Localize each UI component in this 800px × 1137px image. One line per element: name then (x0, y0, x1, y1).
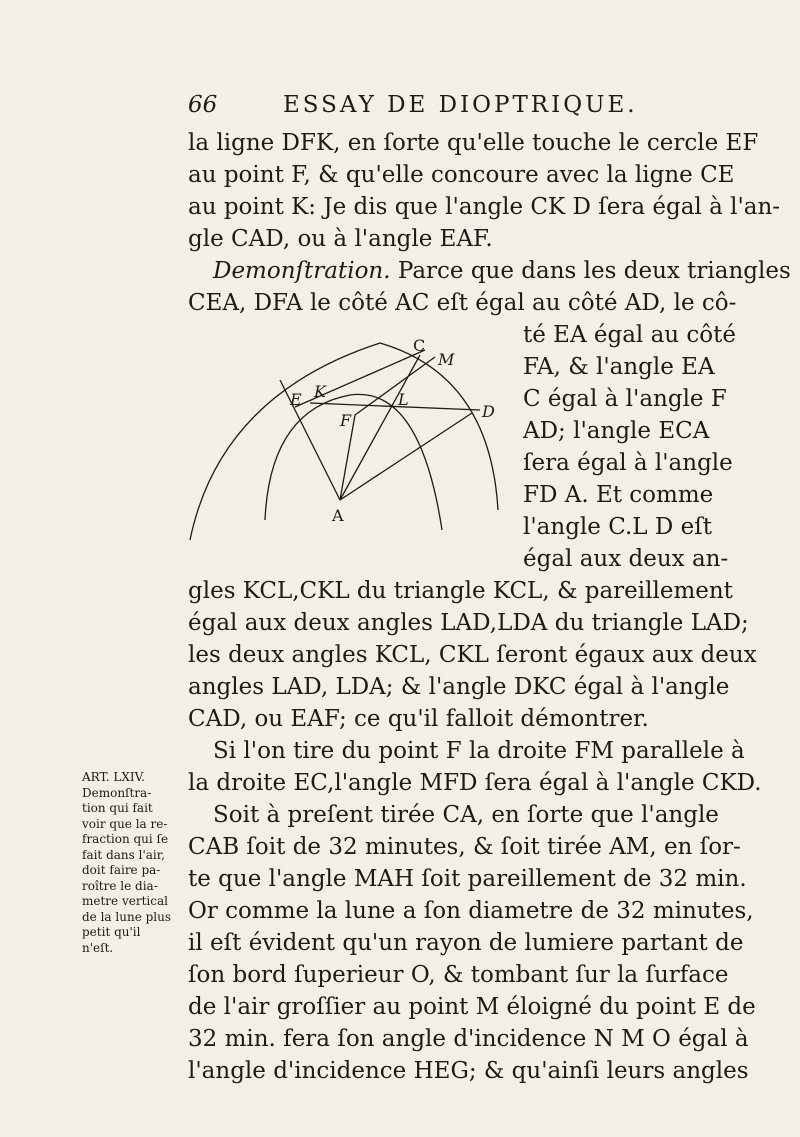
text-line: CEA, DFA le côté AC eſt égal au côté AD, le cô- (188, 290, 737, 316)
margin-note-line: fait dans l'air, (82, 847, 165, 862)
text-line: ſera égal à l'angle (523, 450, 733, 476)
label-a: A (332, 506, 344, 525)
text-line: égal aux deux angles LAD,LDA du triangle LAD; (188, 610, 749, 636)
demonstration-line (213, 256, 791, 286)
text-line: il eſt évident qu'un rayon de lumiere partant de (188, 930, 744, 956)
label-d: D (482, 402, 495, 421)
text-line: Si l'on tire du point F la droite FM parallele à (213, 738, 745, 764)
margin-note-line: doit faire pa- (82, 863, 161, 877)
text-line: égal aux deux an- (523, 546, 729, 572)
page-number: 66 (188, 92, 218, 118)
margin-note-line: tion qui fait (82, 801, 153, 815)
text-line: CAD, ou EAF; ce qu'il falloit démontrer. (188, 706, 649, 732)
text-line: gle CAD, ou à l'angle EAF. (188, 226, 493, 252)
demonstration-text: Parce que dans les deux triangles (390, 258, 791, 284)
margin-note-line: metre vertical (82, 894, 168, 908)
text-line: FA, & l'angle EA (523, 354, 715, 380)
text-line: C égal à l'angle F (523, 386, 727, 412)
text-line: té EA égal au côté (523, 322, 737, 348)
text-line: la ligne DFK, en ſorte qu'elle touche le cercle EF (188, 130, 759, 156)
text-line: l'angle d'incidence HEG; & qu'ainſi leurs angles (188, 1058, 749, 1084)
text-line: la droite EC,l'angle MFD ſera égal à l'angle CKD. (188, 770, 762, 796)
margin-note-line: voir que la re- (82, 816, 168, 831)
text-line: de l'air groſſier au point M éloigné du point E de (188, 994, 756, 1020)
margin-note-line: petit qu'il (82, 925, 141, 939)
text-line: au point F, & qu'elle concoure avec la ligne CE (188, 162, 735, 188)
margin-note-line: Demonſtra- (82, 785, 152, 800)
label-e: E (290, 390, 302, 409)
margin-note-line: roître le dia- (82, 878, 158, 893)
text-line: 32 min. fera ſon angle d'incidence N M O égal à (188, 1026, 749, 1052)
text-line: ſon bord ſuperieur O, & tombant ſur la ſurface (188, 962, 729, 988)
margin-note-line: fraction qui ſe (82, 832, 169, 846)
text-line: Or comme la lune a ſon diametre de 32 minutes, (188, 898, 754, 924)
margin-note-line: n'eſt. (82, 940, 114, 955)
text-line: AD; l'angle ECA (523, 418, 710, 444)
text-line: CAB ſoit de 32 minutes, & ſoit tirée AM, en ſor- (188, 834, 741, 860)
label-l: L (398, 390, 409, 409)
outer-arc (190, 343, 380, 540)
text-line: l'angle C.L D eſt (523, 514, 712, 540)
text-line: te que l'angle MAH ſoit pareillement de 32 min. (188, 866, 747, 892)
label-c: C (413, 336, 426, 355)
label-f: F (340, 411, 352, 430)
running-title: ESSAY DE DIOPTRIQUE. (283, 92, 638, 118)
margin-note-line: ART. LXIV. (82, 770, 145, 784)
line-a-d (340, 413, 472, 500)
label-k: K (314, 382, 326, 401)
text-line: FD A. Et comme (523, 482, 714, 508)
text-line: les deux angles KCL, CKL ſeront égaux aux deux (188, 642, 757, 668)
demonstration-label: Demonſtration. (213, 258, 391, 284)
geometric-figure (180, 335, 520, 555)
text-line: gles KCL,CKL du triangle KCL, & pareillement (188, 578, 733, 604)
line-a-e (280, 380, 340, 500)
page-header (188, 92, 658, 126)
text-line: au point K: Je dis que l'angle CK D ſera égal à l'an- (188, 194, 781, 220)
text-line: Soit à preſent tirée CA, en ſorte que l'angle (213, 802, 719, 828)
inner-circle-arc (265, 394, 442, 530)
margin-note-line: de la lune plus (82, 909, 172, 924)
margin-note (82, 770, 182, 956)
label-m: M (438, 350, 455, 369)
text-line: angles LAD, LDA; & l'angle DKC égal à l'angle (188, 674, 730, 700)
